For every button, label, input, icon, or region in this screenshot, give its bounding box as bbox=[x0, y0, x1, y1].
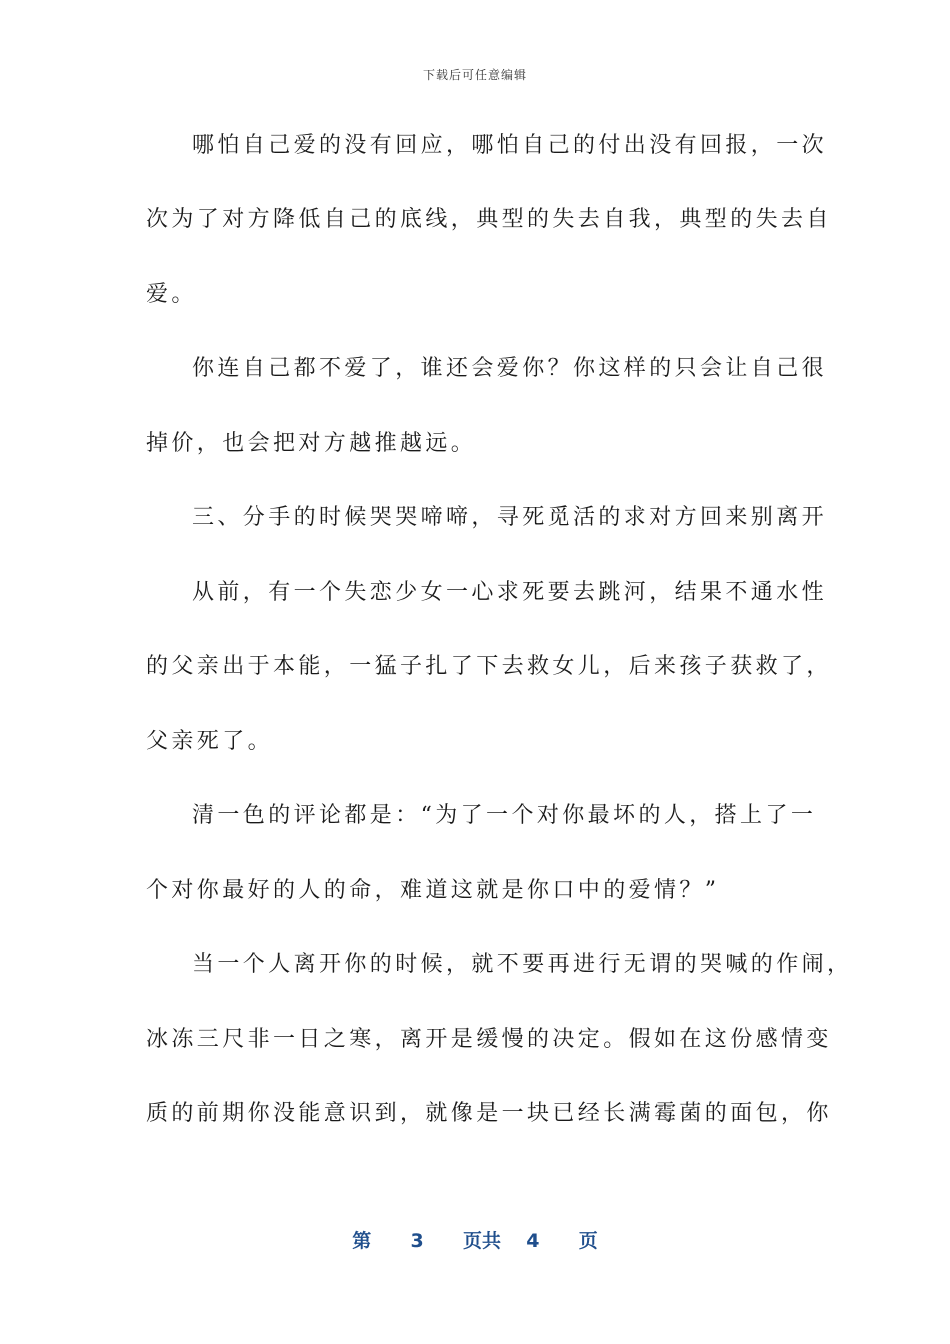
total-pages-number: 4 bbox=[526, 1230, 540, 1252]
page-footer bbox=[0, 1226, 950, 1253]
paragraph-line: 清一色的评论都是：“为了一个对你最坏的人，搭上了一 bbox=[192, 803, 817, 828]
current-page-number: 3 bbox=[410, 1230, 424, 1252]
paragraph-line: 的父亲出于本能，一猛子扎了下去救女儿，后来孩子获救了， bbox=[146, 654, 832, 679]
paragraph-line: 从前，有一个失恋少女一心求死要去跳河，结果不通水性 bbox=[192, 580, 828, 605]
paragraph-line: 个对你最好的人的命，难道这就是你口中的爱情？” bbox=[146, 878, 720, 903]
paragraph-line: 当一个人离开你的时候，就不要再进行无谓的哭喊的作闹， bbox=[192, 952, 853, 977]
paragraph-line: 爱。 bbox=[146, 282, 197, 307]
paragraph-line: 掉价，也会把对方越推越远。 bbox=[146, 431, 477, 456]
paragraph-line: 质的前期你没能意识到，就像是一块已经长满霉菌的面包，你 bbox=[146, 1101, 832, 1126]
paragraph-line: 你连自己都不爱了，谁还会爱你？你这样的只会让自己很 bbox=[192, 356, 828, 381]
section-heading: 三、分手的时候哭哭啼啼，寻死觅活的求对方回来别离开 bbox=[192, 505, 828, 530]
paragraph-line: 哪怕自己爱的没有回应，哪怕自己的付出没有回报，一次 bbox=[192, 133, 828, 158]
paragraph-line: 冰冻三尺非一日之寒，离开是缓慢的决定。假如在这份感情变 bbox=[146, 1027, 832, 1052]
footer-label-di: 第 bbox=[352, 1230, 372, 1252]
footer-label-ye: 页 bbox=[578, 1230, 598, 1252]
page-header: 下载后可任意编辑 bbox=[422, 68, 527, 82]
footer-label-ye-gong: 页共 bbox=[462, 1230, 501, 1252]
paragraph-line: 次为了对方降低自己的底线，典型的失去自我，典型的失去自 bbox=[146, 207, 832, 232]
paragraph-line: 父亲死了。 bbox=[146, 729, 274, 754]
